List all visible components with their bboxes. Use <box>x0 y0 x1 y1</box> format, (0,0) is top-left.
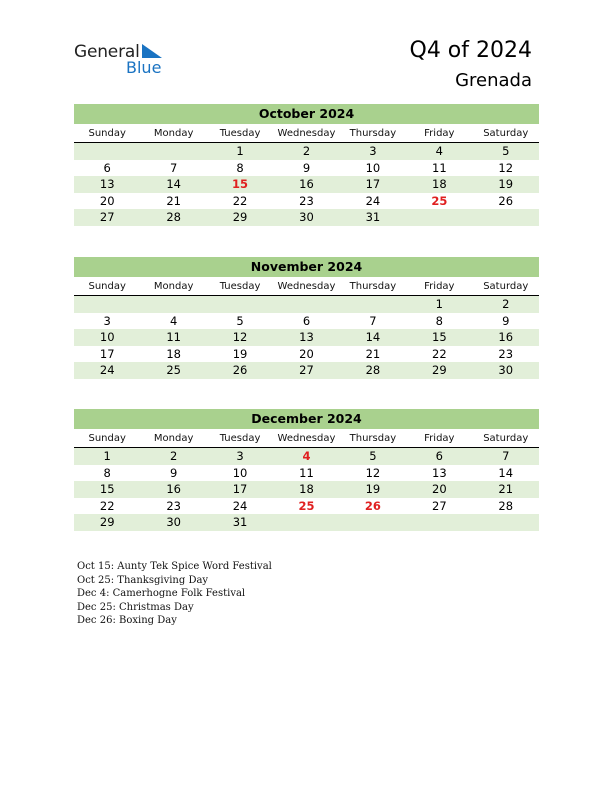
page-subtitle: Grenada <box>455 70 532 91</box>
week-row <box>74 481 539 498</box>
weekday-label: Monday <box>153 433 194 444</box>
date-cell: 7 <box>369 313 377 328</box>
date-cell: 5 <box>369 449 377 463</box>
date-cell: 10 <box>365 160 381 175</box>
date-cell <box>207 296 273 313</box>
date-cell: 14 <box>365 330 381 345</box>
date-cell: 18 <box>166 346 181 361</box>
date-cell: 31 <box>232 515 248 530</box>
week-row <box>74 329 539 346</box>
date-cell: 10 <box>99 330 115 345</box>
date-cell: 30 <box>166 515 181 530</box>
holiday-list-item: Dec 4: Camerhogne Folk Festival <box>77 588 246 599</box>
date-cell <box>140 296 206 313</box>
date-cell: 17 <box>365 177 381 192</box>
date-cell: 8 <box>103 465 111 480</box>
week-row <box>74 143 539 160</box>
date-cell: 15 <box>432 330 447 345</box>
month-calendar-october <box>74 104 539 226</box>
weekday-label: Wednesday <box>277 433 336 444</box>
holiday-list-item: Dec 25: Christmas Day <box>77 601 194 613</box>
date-cell: 31 <box>365 210 381 225</box>
date-cell: 1 <box>435 297 443 311</box>
date-cell <box>406 514 472 531</box>
date-cell: 17 <box>232 482 248 497</box>
date-cell <box>340 514 406 531</box>
date-cell: 1 <box>236 144 244 158</box>
weekday-label: Wednesday <box>277 281 336 292</box>
date-cell: 24 <box>99 363 115 378</box>
date-cell: 12 <box>498 160 514 175</box>
weekday-label: Thursday <box>349 128 397 139</box>
month-calendar-december <box>74 409 539 531</box>
date-cell: 28 <box>365 363 381 378</box>
date-cell: 13 <box>99 177 115 192</box>
holiday-list-item: Dec 26: Boxing Day <box>77 615 177 626</box>
logo-word-general: General <box>74 42 140 62</box>
date-cell: 23 <box>498 346 514 361</box>
date-cell: 17 <box>99 346 115 361</box>
holiday-date-cell: 15 <box>232 177 249 192</box>
date-cell <box>273 296 339 313</box>
date-cell: 7 <box>169 160 178 175</box>
date-cell: 21 <box>365 346 381 361</box>
week-row <box>74 465 539 482</box>
date-cell: 29 <box>432 363 447 378</box>
holiday-list-item: Oct 25: Thanksgiving Day <box>77 574 209 586</box>
weekday-label: Friday <box>424 281 455 292</box>
date-cell: 11 <box>432 160 447 175</box>
month-header: December 2024 <box>74 409 539 429</box>
weekday-label: Tuesday <box>219 128 261 139</box>
date-cell: 27 <box>299 363 314 378</box>
date-cell: 13 <box>432 465 447 480</box>
weekday-label: Tuesday <box>219 433 261 444</box>
date-cell: 28 <box>498 498 514 513</box>
date-cell: 16 <box>166 482 181 497</box>
weekday-label: Thursday <box>349 281 397 292</box>
date-cell: 27 <box>432 498 447 513</box>
holiday-date-cell: 25 <box>431 193 448 208</box>
date-cell: 3 <box>103 313 111 328</box>
date-cell: 20 <box>299 346 314 361</box>
weekday-label: Monday <box>153 281 194 292</box>
week-row <box>74 209 539 226</box>
date-cell: 2 <box>169 449 178 463</box>
weekday-label: Sunday <box>88 281 126 292</box>
week-row <box>74 498 539 515</box>
date-cell: 6 <box>103 160 111 175</box>
date-cell: 21 <box>166 193 181 208</box>
holiday-date-cell: 26 <box>364 498 381 513</box>
date-cell: 11 <box>166 330 181 345</box>
date-cell <box>140 143 206 160</box>
weekday-label: Sunday <box>88 128 126 139</box>
weekday-header-row <box>74 280 539 296</box>
weekday-label: Friday <box>424 128 455 139</box>
date-cell: 7 <box>502 449 510 463</box>
date-cell: 27 <box>99 210 115 225</box>
week-row <box>74 514 539 531</box>
weekday-label: Wednesday <box>277 128 336 139</box>
date-cell: 9 <box>502 313 510 328</box>
date-cell: 5 <box>236 313 244 328</box>
date-cell: 23 <box>299 193 314 208</box>
weekday-label: Tuesday <box>219 281 261 292</box>
holiday-list <box>77 560 272 628</box>
date-cell <box>406 209 472 226</box>
date-cell: 26 <box>498 193 514 208</box>
date-cell: 23 <box>166 498 181 513</box>
holiday-date-cell: 4 <box>302 449 311 463</box>
date-cell: 18 <box>432 177 447 192</box>
date-cell <box>74 143 140 160</box>
weekday-label: Saturday <box>483 433 529 444</box>
date-cell: 1 <box>103 449 111 463</box>
date-cell: 29 <box>99 515 115 530</box>
weekday-label: Monday <box>153 128 194 139</box>
date-cell: 22 <box>432 346 447 361</box>
date-cell: 14 <box>498 465 514 480</box>
weekday-label: Saturday <box>483 128 529 139</box>
date-cell: 18 <box>299 482 314 497</box>
week-row <box>74 176 539 193</box>
date-cell: 20 <box>432 482 447 497</box>
date-cell: 12 <box>365 465 381 480</box>
date-cell: 19 <box>498 177 514 192</box>
date-cell <box>273 514 339 531</box>
date-cell: 15 <box>99 482 115 497</box>
date-cell: 29 <box>232 210 248 225</box>
date-cell: 30 <box>498 363 514 378</box>
month-header: November 2024 <box>74 257 539 277</box>
date-cell: 10 <box>232 465 248 480</box>
date-cell: 16 <box>498 330 514 345</box>
date-cell: 30 <box>299 210 314 225</box>
logo <box>74 42 174 78</box>
date-cell: 14 <box>166 177 181 192</box>
date-cell: 4 <box>435 144 443 158</box>
date-cell: 26 <box>232 363 248 378</box>
holiday-list-item: Oct 15: Aunty Tek Spice Word Festival <box>77 561 272 572</box>
date-cell: 24 <box>232 498 248 513</box>
date-cell: 5 <box>502 144 510 158</box>
date-cell: 3 <box>369 144 377 158</box>
date-cell: 6 <box>302 313 311 328</box>
date-cell: 13 <box>299 330 314 345</box>
holiday-date-cell: 25 <box>298 498 315 513</box>
date-cell: 19 <box>365 482 381 497</box>
weekday-label: Saturday <box>483 281 529 292</box>
week-row <box>74 193 539 210</box>
weekday-label: Friday <box>424 433 455 444</box>
date-cell: 3 <box>236 449 244 463</box>
date-cell: 28 <box>166 210 181 225</box>
date-cell: 25 <box>166 363 181 378</box>
date-cell: 22 <box>232 193 248 208</box>
date-cell: 4 <box>169 313 178 328</box>
date-cell: 24 <box>365 193 381 208</box>
weekday-header-row <box>74 432 539 448</box>
month-header: October 2024 <box>74 104 539 124</box>
date-cell: 16 <box>299 177 314 192</box>
date-cell: 6 <box>435 449 443 463</box>
date-cell <box>473 514 539 531</box>
date-cell: 12 <box>232 330 248 345</box>
week-row <box>74 296 539 313</box>
logo-word-blue: Blue <box>126 58 162 77</box>
page-title: Q4 of 2024 <box>409 38 532 63</box>
date-cell: 8 <box>435 313 443 328</box>
week-row <box>74 346 539 363</box>
date-cell: 21 <box>498 482 514 497</box>
month-calendar-november <box>74 257 539 379</box>
weekday-header-row <box>74 127 539 143</box>
week-row <box>74 362 539 379</box>
week-row <box>74 160 539 177</box>
date-cell <box>340 296 406 313</box>
weekday-label: Sunday <box>88 433 126 444</box>
weekday-label: Thursday <box>349 433 397 444</box>
date-cell: 2 <box>502 297 510 311</box>
date-cell: 19 <box>232 346 248 361</box>
week-row <box>74 448 539 465</box>
date-cell: 8 <box>236 160 244 175</box>
date-cell <box>473 209 539 226</box>
date-cell <box>74 296 140 313</box>
date-cell: 11 <box>299 465 314 480</box>
date-cell: 2 <box>302 144 311 158</box>
date-cell: 22 <box>99 498 115 513</box>
date-cell: 9 <box>302 160 311 175</box>
week-row <box>74 313 539 330</box>
date-cell: 20 <box>99 193 115 208</box>
date-cell: 9 <box>169 465 178 480</box>
